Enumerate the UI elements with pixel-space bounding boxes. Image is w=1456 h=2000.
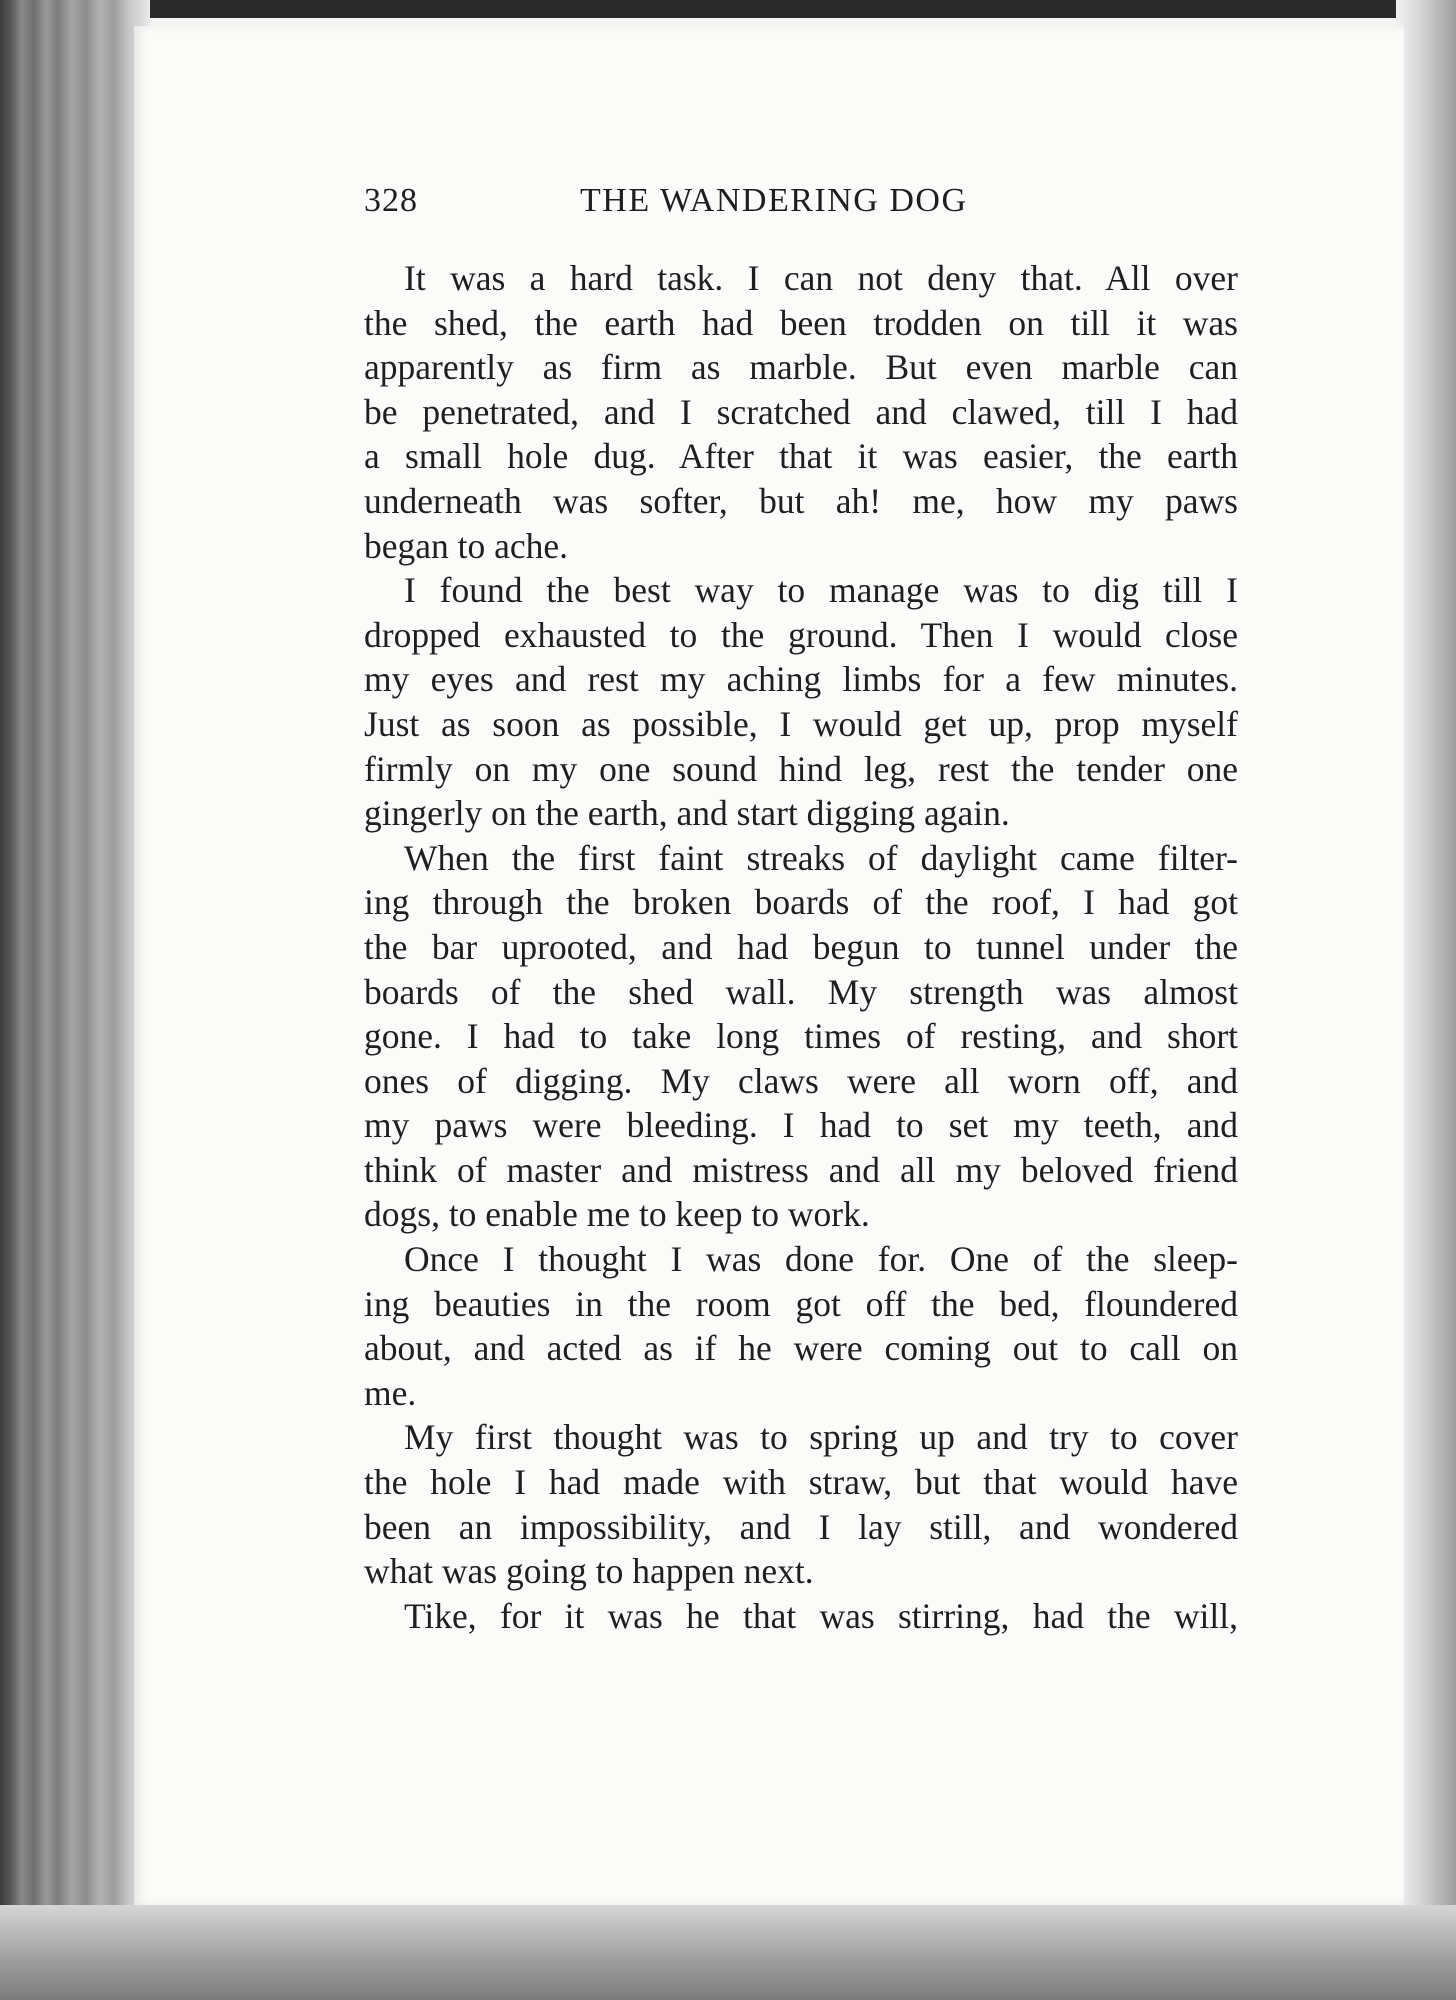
- body-text: [364, 256, 1238, 1638]
- text-line: about, and acted as if he were coming out to call on: [364, 1328, 1238, 1369]
- page-number: 328: [364, 182, 418, 219]
- text-line: Just as soon as possible, I would get up, prop myself: [364, 703, 1238, 744]
- right-page-edge: [1396, 0, 1456, 2000]
- book-page-edges: [0, 0, 150, 2000]
- text-line: me.: [364, 1372, 417, 1413]
- text-line: began to ache.: [364, 525, 569, 566]
- text-line: my paws were bleeding. I had to set my teeth, and: [364, 1105, 1238, 1146]
- text-line: what was going to happen next.: [364, 1551, 814, 1592]
- text-line: gingerly on the earth, and start digging again.: [364, 793, 1010, 834]
- text-line: ing beauties in the room got off the bed, floundered: [364, 1283, 1238, 1324]
- text-line: I found the best way to manage was to dig till I: [404, 570, 1238, 611]
- text-line: my eyes and rest my aching limbs for a few minutes.: [364, 659, 1238, 700]
- text-line: a small hole dug. After that it was easier, the earth: [364, 436, 1238, 477]
- running-head: [364, 182, 1238, 232]
- book-bottom-edge: [0, 1905, 1456, 2000]
- text-line: the hole I had made with straw, but that would have: [364, 1462, 1238, 1503]
- text-line: When the first faint streaks of daylight came filter-: [404, 837, 1238, 878]
- scanner-frame: [0, 0, 1456, 18]
- text-line: Tike, for it was he that was stirring, had the will,: [404, 1595, 1238, 1636]
- text-line: It was a hard task. I can not deny that. All over: [404, 258, 1238, 298]
- text-line: dogs, to enable me to keep to work.: [364, 1194, 870, 1235]
- text-line: firmly on my one sound hind leg, rest the tender one: [364, 748, 1238, 789]
- text-line: boards of the shed wall. My strength was almost: [364, 971, 1238, 1012]
- text-line: Once I thought I was done for. One of the sleep-: [404, 1239, 1238, 1280]
- text-line: ing through the broken boards of the roof, I had got: [364, 882, 1238, 923]
- text-line: be penetrated, and I scratched and clawed, till I had: [364, 391, 1238, 432]
- text-line: underneath was softer, but ah! me, how my paws: [364, 480, 1238, 521]
- text-line: ones of digging. My claws were all worn off, and: [364, 1060, 1238, 1101]
- text-line: gone. I had to take long times of resting, and short: [364, 1016, 1238, 1057]
- text-line: think of master and mistress and all my beloved friend: [364, 1149, 1238, 1190]
- text-line: the shed, the earth had been trodden on till it was: [364, 302, 1238, 343]
- text-line: apparently as firm as marble. But even marble can: [364, 347, 1238, 388]
- book-title: THE WANDERING DOG: [580, 182, 968, 219]
- text-line: My first thought was to spring up and try to cover: [404, 1417, 1238, 1458]
- text-line: the bar uprooted, and had begun to tunnel under the: [364, 926, 1238, 967]
- text-line: dropped exhausted to the ground. Then I would close: [364, 614, 1238, 655]
- text-line: been an impossibility, and I lay still, and wondered: [364, 1506, 1238, 1547]
